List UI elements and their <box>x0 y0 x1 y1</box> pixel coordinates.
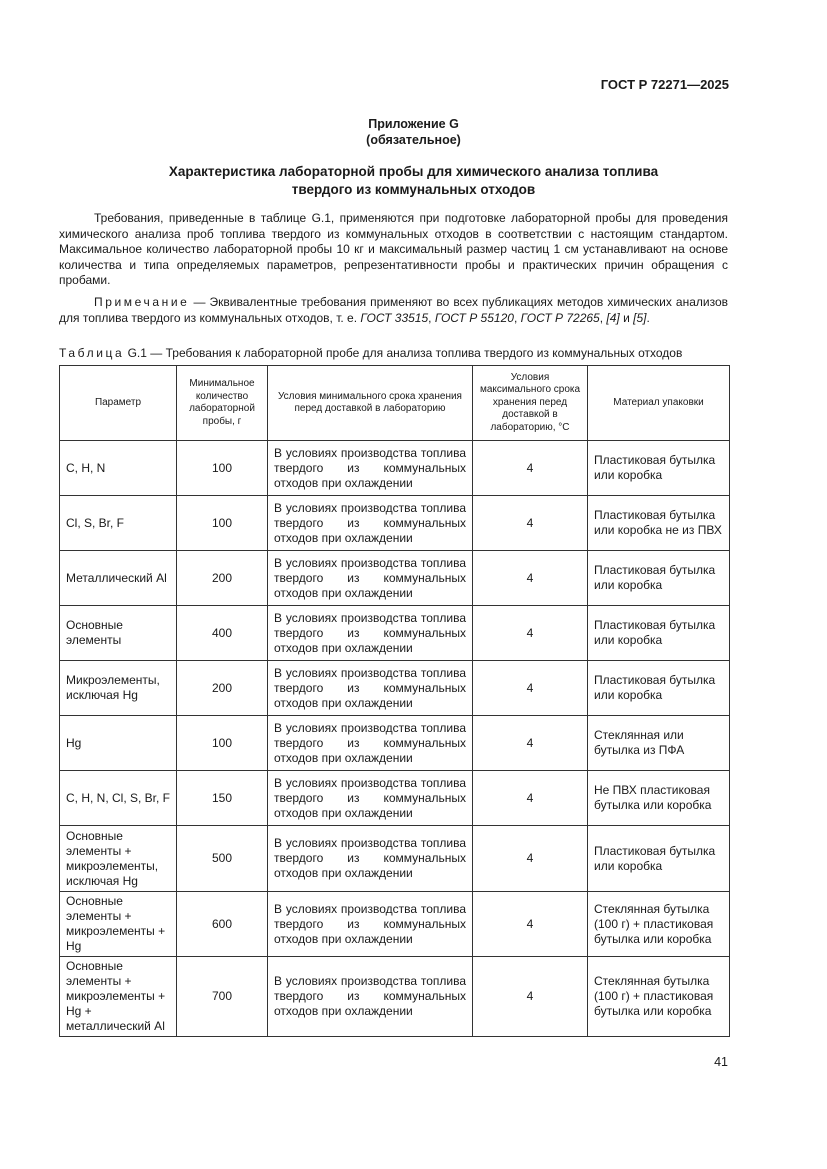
cell-parameter: Микроэлементы, исключая Hg <box>60 661 177 716</box>
cell-parameter: Основные элементы + микроэлементы + Hg + металлический Al <box>60 957 177 1037</box>
table-caption-text: G.1 — Требования к лабораторной пробе для анализа топлива твердого из коммунальных отходов <box>124 346 683 360</box>
header-min-amount: Минимальное количество лабораторной пробы, г <box>177 366 268 441</box>
cell-parameter: C, H, N, Cl, S, Br, F <box>60 771 177 826</box>
cell-parameter: C, H, N <box>60 441 177 496</box>
table-row <box>60 551 730 606</box>
cell-temperature: 4 <box>473 496 588 551</box>
cell-material: Не ПВХ пластиковая бутылка или коробка <box>588 771 730 826</box>
header-min-storage: Условия минимального срока хранения перед доставкой в лабораторию <box>268 366 473 441</box>
note-ref-3: ГОСТ Р 72265 <box>520 310 600 325</box>
cell-conditions: В условиях производства топлива твердого из коммунальных отходов при охлаждении <box>268 716 473 771</box>
cell-conditions: В условиях производства топлива твердого из коммунальных отходов при охлаждении <box>268 661 473 716</box>
requirements-table <box>59 365 730 1037</box>
note-sep-3: , <box>599 310 607 325</box>
cell-amount: 200 <box>177 661 268 716</box>
table-row <box>60 716 730 771</box>
note-ref-2: ГОСТ Р 55120 <box>434 310 514 325</box>
note-end: . <box>646 310 650 325</box>
cell-material: Пластиковая бутылка или коробка <box>588 441 730 496</box>
cell-parameter: Основные элементы + микроэлементы, исключая Hg <box>60 826 177 892</box>
cell-conditions: В условиях производства топлива твердого из коммунальных отходов при охлаждении <box>268 551 473 606</box>
cell-amount: 100 <box>177 716 268 771</box>
table-row <box>60 496 730 551</box>
cell-material: Стеклянная бутылка (100 г) + пластиковая бутылка или коробка <box>588 957 730 1037</box>
note-ref-4: [4] <box>606 310 620 325</box>
table-caption-label: Таблица <box>59 346 125 360</box>
cell-amount: 600 <box>177 892 268 957</box>
table-row <box>60 441 730 496</box>
cell-temperature: 4 <box>473 441 588 496</box>
cell-parameter: Основные элементы <box>60 606 177 661</box>
note-sep-2: , <box>513 310 521 325</box>
note-sep-1: , <box>428 310 435 325</box>
cell-amount: 400 <box>177 606 268 661</box>
cell-amount: 100 <box>177 496 268 551</box>
header-max-storage: Условия максимального срока хранения перед доставкой в лабораторию, °C <box>473 366 588 441</box>
appendix-title: Приложение G <box>368 117 459 131</box>
table-row <box>60 892 730 957</box>
header-packaging: Материал упаковки <box>588 366 730 441</box>
cell-temperature: 4 <box>473 716 588 771</box>
cell-conditions: В условиях производства топлива твердого из коммунальных отходов при охлаждении <box>268 496 473 551</box>
cell-material: Пластиковая бутылка или коробка <box>588 606 730 661</box>
note-ref-5: [5] <box>633 310 647 325</box>
page-number: 41 <box>714 1055 728 1069</box>
cell-amount: 700 <box>177 957 268 1037</box>
note-sep-4: и <box>619 310 634 325</box>
note-ref-1: ГОСТ 33515 <box>360 310 429 325</box>
appendix-subtitle: (обязательное) <box>366 133 461 147</box>
cell-temperature: 4 <box>473 661 588 716</box>
cell-material: Пластиковая бутылка или коробка не из ПВХ <box>588 496 730 551</box>
cell-amount: 150 <box>177 771 268 826</box>
cell-material: Пластиковая бутылка или коробка <box>588 551 730 606</box>
cell-temperature: 4 <box>473 957 588 1037</box>
cell-material: Стеклянная или бутылка из ПФА <box>588 716 730 771</box>
cell-amount: 100 <box>177 441 268 496</box>
table-header-row <box>60 366 730 441</box>
table-caption <box>59 346 682 360</box>
cell-temperature: 4 <box>473 771 588 826</box>
cell-parameter: Hg <box>60 716 177 771</box>
table-row <box>60 606 730 661</box>
header-parameter: Параметр <box>60 366 177 441</box>
cell-parameter: Cl, S, Br, F <box>60 496 177 551</box>
body-paragraph: Требования, приведенные в таблице G.1, применяются при подготовке лабораторной пробы для проведения химического анализа проб топлива твердого из коммунальных отходов в соответствии с настоящим стандартом. Максимальное количество лабораторной пробы 10 кг и максимальный размер частиц 1 см устанавливают на основе количества и типа определяемых параметров, репрезентативности пробы и практических причин обращения с пробами. <box>59 211 728 288</box>
table-row <box>60 661 730 716</box>
cell-parameter: Основные элементы + микроэлементы + Hg <box>60 892 177 957</box>
section-title-line-2: твердого из коммунальных отходов <box>291 182 536 197</box>
cell-material: Пластиковая бутылка или коробка <box>588 826 730 892</box>
note-text: — Эквивалентные требования применяют во всех публикациях методов химических анализов для топлива твердого из коммунальных отходов, т. е. <box>59 295 728 325</box>
cell-material: Пластиковая бутылка или коробка <box>588 661 730 716</box>
cell-conditions: В условиях производства топлива твердого из коммунальных отходов при охлаждении <box>268 771 473 826</box>
table-row <box>60 771 730 826</box>
note-label: Примечание <box>94 295 190 309</box>
note-paragraph <box>59 295 728 326</box>
cell-conditions: В условиях производства топлива твердого из коммунальных отходов при охлаждении <box>268 606 473 661</box>
cell-temperature: 4 <box>473 551 588 606</box>
cell-material: Стеклянная бутылка (100 г) + пластиковая бутылка или коробка <box>588 892 730 957</box>
section-title <box>120 163 707 199</box>
cell-conditions: В условиях производства топлива твердого из коммунальных отходов при охлаждении <box>268 826 473 892</box>
cell-parameter: Металлический Al <box>60 551 177 606</box>
document-code: ГОСТ Р 72271—2025 <box>600 77 729 92</box>
table-row <box>60 826 730 892</box>
cell-conditions: В условиях производства топлива твердого из коммунальных отходов при охлаждении <box>268 892 473 957</box>
cell-temperature: 4 <box>473 826 588 892</box>
cell-temperature: 4 <box>473 606 588 661</box>
cell-amount: 200 <box>177 551 268 606</box>
cell-temperature: 4 <box>473 892 588 957</box>
section-title-line-1: Характеристика лабораторной пробы для химического анализа топлива <box>168 164 659 179</box>
cell-conditions: В условиях производства топлива твердого из коммунальных отходов при охлаждении <box>268 441 473 496</box>
cell-conditions: В условиях производства топлива твердого из коммунальных отходов при охлаждении <box>268 957 473 1037</box>
cell-amount: 500 <box>177 826 268 892</box>
table-row <box>60 957 730 1037</box>
